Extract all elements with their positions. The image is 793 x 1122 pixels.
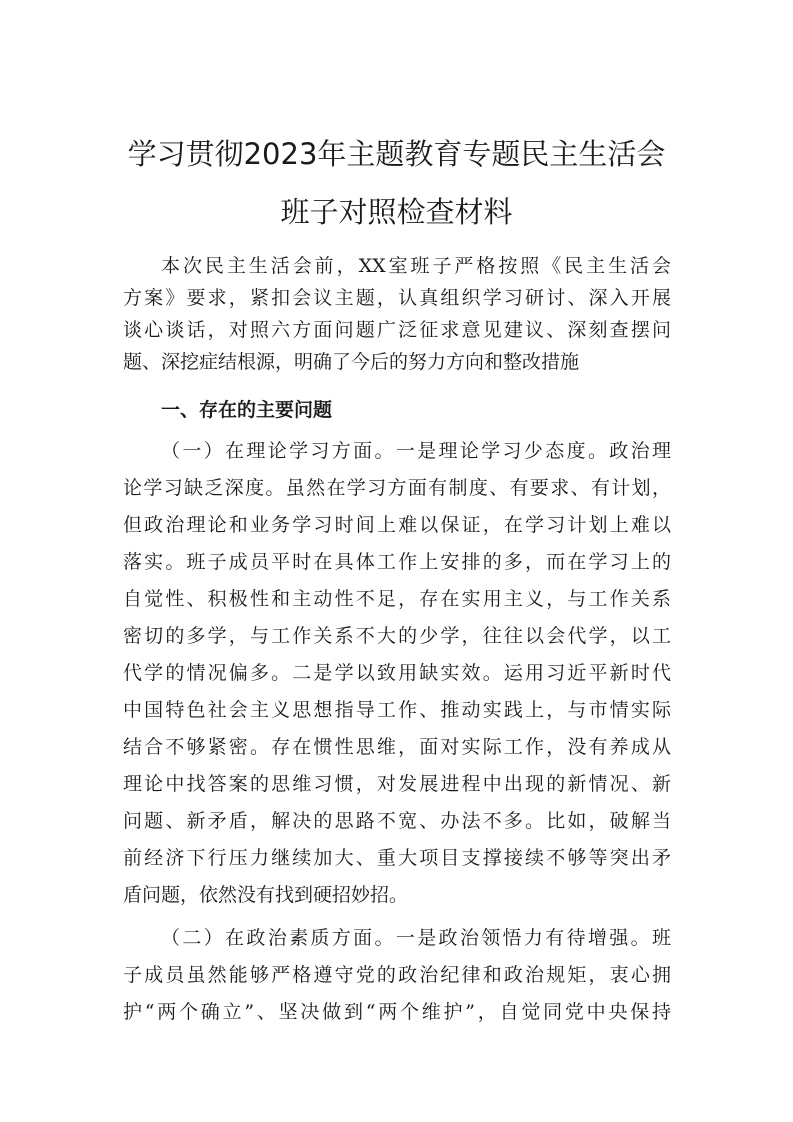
document-title-line-2: 班子对照检查材料 <box>280 195 513 229</box>
paragraph-line: 但政治理论和业务学习时间上难以保证，在学习计划上难以 <box>123 514 671 536</box>
paragraph-line: 问题、新矛盾，解决的思路不宽、办法不多。比如，破解当 <box>123 810 671 832</box>
paragraph-line: 理论中找答案的思维习惯，对发展进程中出现的新情况、新 <box>123 773 671 795</box>
intro-line: 方案》要求，紧扣会议主题，认真组织学习研讨、深入开展 <box>123 287 671 309</box>
paragraph-line: 论学习缺乏深度。虽然在学习方面有制度、有要求、有计划， <box>123 477 671 499</box>
paragraph-line: 密切的多学，与工作关系不大的少学，往往以会代学，以工 <box>123 625 671 647</box>
paragraph-line: 代学的情况偏多。二是学以致用缺实效。运用习近平新时代 <box>123 662 671 684</box>
paragraph-line: 落实。班子成员平时在具体工作上安排的多，而在学习上的 <box>123 551 671 573</box>
intro-line: 题、深挖症结根源，明确了今后的努力方向和整改措施 <box>123 351 580 373</box>
paragraph-line: 前经济下行压力继续加大、重大项目支撑接续不够等突出矛 <box>123 847 671 869</box>
paragraph-line: 结合不够紧密。存在惯性思维，面对实际工作，没有养成从 <box>123 736 671 758</box>
document-title-line-1: 学习贯彻2023年主题教育专题民主生活会 <box>127 137 666 171</box>
intro-line: 本次民主生活会前，XX室班子严格按照《民主生活会 <box>161 255 671 277</box>
paragraph-line: （一）在理论学习方面。一是理论学习少态度。政治理 <box>161 440 671 462</box>
paragraph-line: 盾问题，依然没有找到硬招妙招。 <box>123 884 409 906</box>
paragraph-line: 中国特色社会主义思想指导工作、推动实践上，与市情实际 <box>123 699 671 721</box>
section-heading: 一、存在的主要问题 <box>161 399 333 421</box>
paragraph-line: 子成员虽然能够严格遵守党的政治纪律和政治规矩，衷心拥 <box>123 964 671 986</box>
paragraph-line: 自觉性、积极性和主动性不足，存在实用主义，与工作关系 <box>123 588 671 610</box>
paragraph-line: 护“两个确立”、坚决做到“两个维护”，自觉同党中央保持 <box>123 1001 671 1023</box>
paragraph-line: （二）在政治素质方面。一是政治领悟力有待增强。班 <box>161 927 671 949</box>
intro-line: 谈心谈话，对照六方面问题广泛征求意见建议、深刻查摆问 <box>123 319 671 341</box>
